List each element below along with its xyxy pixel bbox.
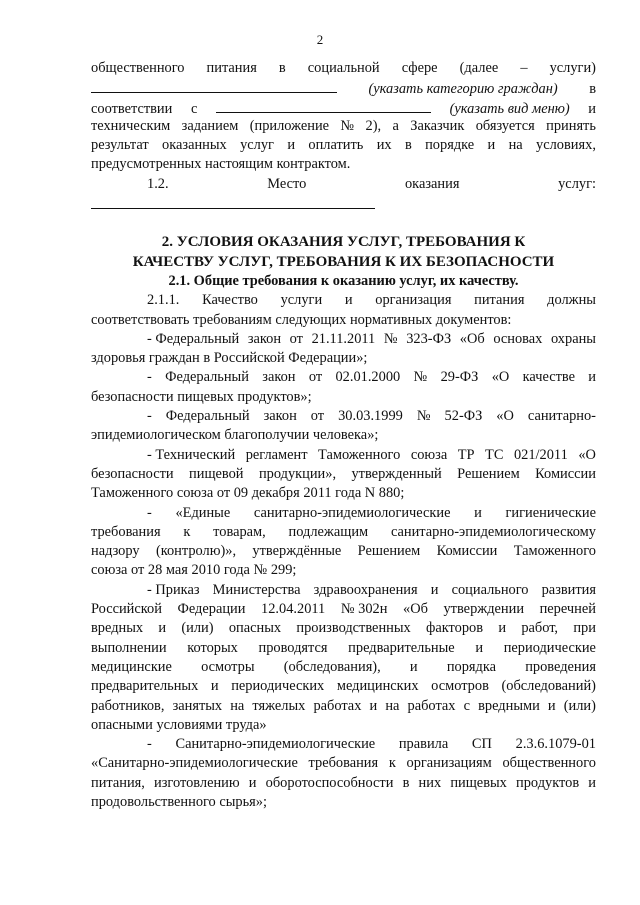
text-word: к <box>183 523 191 540</box>
text-word: (обследований) <box>501 678 596 695</box>
text-word: - Приказ <box>147 581 200 598</box>
text-word: выполнении <box>91 639 167 656</box>
list-item-line <box>91 581 596 600</box>
text-word: (контролю)», <box>155 543 237 560</box>
text-word: оказанных <box>162 137 227 154</box>
text-word: Комиссии <box>436 543 498 560</box>
text-word: и <box>430 581 439 598</box>
text-word: - <box>147 369 152 386</box>
text-word: принять <box>546 117 596 134</box>
list-item-line <box>91 446 596 465</box>
text-word: - <box>147 504 152 521</box>
text-word: общественного <box>91 60 185 76</box>
list-item-line <box>91 330 596 349</box>
text-word: - Федеральный <box>147 330 240 347</box>
text-word: и <box>487 137 496 154</box>
text-line <box>91 98 596 117</box>
text-word: и <box>248 774 257 791</box>
section-title-line: КАЧЕСТВУ УСЛУГ, ТРЕБОВАНИЯ К ИХ БЕЗОПАСНОСТИ <box>132 253 555 270</box>
text-word: утверждении <box>443 601 525 618</box>
text-line <box>91 311 596 330</box>
section-title-line: 2. УСЛОВИЯ ОКАЗАНИЯ УСЛУГ, ТРЕБОВАНИЯ К <box>161 234 526 251</box>
text-word: социальной <box>307 60 380 76</box>
text-word: порядка <box>446 658 497 675</box>
text-word: и <box>588 774 596 791</box>
text-word: осмотры <box>201 658 255 675</box>
text-word: питания, <box>91 774 145 791</box>
text-word: союза <box>410 446 448 463</box>
text-word: оплатить <box>308 137 364 154</box>
text-line <box>91 658 596 677</box>
text-word: от <box>289 330 303 347</box>
text-word: Федеральный <box>165 369 249 386</box>
text-word: на <box>230 697 245 714</box>
document-body <box>91 59 596 812</box>
text-span: опасными условиями труда» <box>91 716 267 733</box>
text-line <box>91 542 596 561</box>
text-word: соответствии <box>91 100 173 117</box>
text-word: социального <box>451 581 529 598</box>
text-span: эпидемиологическом благополучии человека»; <box>91 427 379 444</box>
text-word: основах <box>493 330 543 347</box>
text-word: охраны <box>550 330 596 347</box>
text-word: в <box>402 774 410 791</box>
text-word: факторов <box>426 620 484 637</box>
text-word: - <box>147 736 152 753</box>
text-word: № <box>340 117 355 134</box>
text-word: «О <box>578 446 596 463</box>
text-word: и <box>547 697 556 714</box>
text-span: соответствовать требованиям следующих нормативных документов: <box>91 311 512 328</box>
text-word: Решением <box>457 465 520 482</box>
text-word: «Санитарно-эпидемиологические <box>91 755 298 772</box>
page-number: 2 <box>316 32 324 47</box>
text-word: утверждённые <box>252 543 342 560</box>
text-word: и <box>498 620 507 637</box>
text-word: них <box>418 774 442 791</box>
blank-field-category[interactable] <box>91 78 337 93</box>
text-word: которых <box>187 639 238 656</box>
text-word: Федеральный <box>165 408 250 425</box>
text-word: услуг: <box>558 175 596 192</box>
text-word: пищевой <box>189 465 244 482</box>
text-word: и <box>409 658 418 675</box>
text-span: здоровья граждан в Российской Федерации»; <box>91 350 368 367</box>
text-line <box>91 465 596 484</box>
text-word: периодические <box>503 639 596 656</box>
text-word: (далее <box>459 60 499 76</box>
text-word: СП <box>471 736 492 753</box>
subsection-title-text: 2.1. Общие требования к оказанию услуг, их качеству. <box>168 272 519 289</box>
text-word: и <box>287 137 296 154</box>
text-line <box>91 677 596 696</box>
text-word: - <box>147 408 152 425</box>
text-word: подлежащим <box>288 523 369 540</box>
text-word: товарам, <box>213 523 266 540</box>
text-word: № <box>413 369 428 386</box>
text-word: условиях, <box>536 137 596 154</box>
text-line <box>91 78 596 97</box>
text-word: 2.1.1. <box>147 292 180 309</box>
text-line <box>91 117 596 136</box>
text-word: и <box>588 369 596 386</box>
text-word: с <box>190 100 198 117</box>
text-word: и <box>588 100 596 117</box>
text-word: ТС <box>485 446 504 463</box>
text-word: (приложение <box>249 117 330 134</box>
section-title <box>91 253 596 272</box>
text-word: Санитарно-эпидемиологические <box>175 736 376 753</box>
text-word: 30.03.1999 <box>338 408 403 425</box>
text-word: предварительные <box>348 639 455 656</box>
text-word: безопасности <box>91 465 174 482</box>
text-word: 2), <box>365 117 382 134</box>
text-word: Российской <box>91 601 162 618</box>
text-word: «Об <box>403 601 428 618</box>
text-word: надзору <box>91 543 140 560</box>
text-word: услуги <box>280 292 323 309</box>
text-word: 323-ФЗ <box>406 330 452 347</box>
text-word: закон <box>247 330 282 347</box>
text-word: работ, <box>521 620 559 637</box>
text-word: работников, <box>91 697 165 714</box>
text-line <box>91 426 596 445</box>
text-line <box>91 484 596 503</box>
text-word: санитарно- <box>527 408 596 425</box>
text-word: от <box>308 369 323 386</box>
text-word: в <box>278 60 286 76</box>
text-word: обязуется <box>475 117 535 134</box>
list-item-line <box>91 735 596 754</box>
text-word: требования <box>91 523 161 540</box>
text-word: производственных <box>296 620 411 637</box>
text-word: (обследования), <box>283 658 381 675</box>
text-word: 21.11.2011 <box>311 330 376 347</box>
text-word: (или) <box>181 620 214 637</box>
text-word: «Единые <box>175 504 231 521</box>
text-word: Заказчик <box>410 117 465 134</box>
text-word: № 302н <box>340 601 388 618</box>
text-word: осмотров <box>431 678 489 695</box>
text-word: Федерации <box>177 601 246 618</box>
text-word: 12.04.2011 <box>261 601 326 618</box>
text-line <box>91 793 596 812</box>
text-word: порядке <box>425 137 475 154</box>
text-word: услуги) <box>549 60 596 76</box>
text-word: питания <box>206 60 257 76</box>
text-line <box>91 59 596 78</box>
text-word: 021/2011 <box>513 446 568 463</box>
text-word: утвержденный <box>351 465 442 482</box>
text-word: Министерства <box>212 581 301 598</box>
text-word: Решением <box>357 543 421 560</box>
text-line <box>91 561 596 580</box>
text-word: опасных <box>228 620 282 637</box>
text-span: предусмотренных настоящим контрактом. <box>91 156 351 173</box>
text-line <box>91 136 596 155</box>
text-word: 1.2. <box>147 175 169 192</box>
text-word: и <box>474 504 482 521</box>
text-line <box>91 697 596 716</box>
text-word: Таможенного <box>318 446 401 463</box>
text-word: 52-ФЗ <box>444 408 483 425</box>
text-word: требования <box>308 755 379 772</box>
text-word: на <box>508 137 523 154</box>
text-word: услуг <box>240 137 274 154</box>
blank-field-place[interactable] <box>91 194 375 209</box>
text-word: «Об <box>459 330 485 347</box>
text-word: организация <box>375 292 452 309</box>
text-word: Качество <box>202 292 258 309</box>
text-span: союза от 28 мая 2010 года № 299; <box>91 562 297 579</box>
text-word: их <box>376 137 392 154</box>
subsection-title <box>91 272 596 291</box>
text-word: продуктов <box>516 774 580 791</box>
text-word: а <box>392 117 399 134</box>
text-word: развития <box>541 581 596 598</box>
text-line <box>91 639 596 658</box>
text-word: и <box>210 678 219 695</box>
text-word: вредными <box>478 697 540 714</box>
text-word: ТР <box>457 446 475 463</box>
text-word: общественного <box>502 755 596 772</box>
list-item-line <box>91 407 596 426</box>
text-word: при <box>573 620 596 637</box>
text-word: продукции», <box>258 465 337 482</box>
text-word: регламент <box>245 446 308 463</box>
text-word: к <box>388 755 396 772</box>
text-word: с <box>463 697 470 714</box>
text-span: Таможенного союза от 09 декабря 2011 года N 880; <box>91 485 405 502</box>
text-word: питания <box>474 292 525 309</box>
text-word: результат <box>91 137 149 154</box>
text-word: организациям <box>406 755 492 772</box>
text-word: правила <box>398 736 449 753</box>
text-word: оборотоспособности <box>265 774 394 791</box>
text-line <box>91 619 596 638</box>
hint-category: (указать категорию граждан) <box>368 81 558 98</box>
text-word: медицинских <box>336 678 419 695</box>
text-line <box>91 388 596 407</box>
text-word: проведения <box>525 658 596 675</box>
text-word: закон <box>262 369 296 386</box>
text-word: 2.3.6.1079-01 <box>515 736 596 753</box>
text-word: «О <box>496 408 514 425</box>
text-word: Комиссии <box>535 465 596 482</box>
text-word: периодических <box>231 678 325 695</box>
text-word: работах <box>407 697 456 714</box>
text-word: санитарно-эпидемиологические <box>253 504 451 521</box>
text-line <box>91 194 596 213</box>
text-word: - Технический <box>147 446 236 463</box>
text-word: от <box>310 408 325 425</box>
text-word: изготовлению <box>154 774 240 791</box>
text-word: 02.01.2000 <box>335 369 401 386</box>
text-word: пищевых <box>450 774 507 791</box>
text-line <box>91 774 596 793</box>
text-word: Место <box>267 175 307 192</box>
text-word: – <box>520 60 528 76</box>
blank-field-menu[interactable] <box>216 98 431 113</box>
text-word: и <box>158 620 167 637</box>
text-word: тяжелых <box>252 697 306 714</box>
text-word: в <box>404 137 412 154</box>
section-title <box>91 233 596 252</box>
text-word: работах <box>313 697 362 714</box>
text-word: занятых <box>172 697 223 714</box>
list-item-line <box>91 368 596 387</box>
text-word: здравоохранения <box>313 581 418 598</box>
text-line <box>91 754 596 773</box>
text-word: (или) <box>563 697 596 714</box>
text-word: и <box>369 697 378 714</box>
text-word: в <box>589 81 596 98</box>
text-line <box>91 155 596 174</box>
text-word: сфере <box>401 60 438 76</box>
text-word: 29-ФЗ <box>440 369 479 386</box>
text-word: гигиенические <box>505 504 596 521</box>
text-word: качестве <box>522 369 575 386</box>
text-line <box>91 349 596 368</box>
text-word: предварительных <box>91 678 199 695</box>
text-line <box>91 291 596 310</box>
text-word: закон <box>263 408 297 425</box>
text-word: санитарно-эпидемиологическому <box>390 523 596 540</box>
list-item-line <box>91 504 596 523</box>
text-word: заданием <box>181 117 239 134</box>
text-word: № <box>383 330 398 347</box>
text-line <box>91 716 596 735</box>
text-line <box>91 600 596 619</box>
text-word: проводятся <box>258 639 328 656</box>
clause-1-2 <box>91 175 596 194</box>
hint-menu: (указать вид меню) <box>449 100 570 117</box>
text-word: и <box>344 292 353 309</box>
text-word: оказания <box>404 175 460 192</box>
text-word: Таможенного <box>513 543 596 560</box>
text-word: перечней <box>539 601 596 618</box>
text-span: продовольственного сырья»; <box>91 793 267 810</box>
text-word: техническим <box>91 117 171 134</box>
text-word: № <box>416 408 431 425</box>
text-line <box>91 523 596 542</box>
text-word: «О <box>491 369 510 386</box>
text-span: безопасности пищевых продуктов»; <box>91 388 312 405</box>
text-word: медицинские <box>91 658 172 675</box>
text-word: должны <box>547 292 596 309</box>
text-word: на <box>385 697 400 714</box>
text-word: вредных <box>91 620 144 637</box>
text-word: и <box>475 639 484 656</box>
